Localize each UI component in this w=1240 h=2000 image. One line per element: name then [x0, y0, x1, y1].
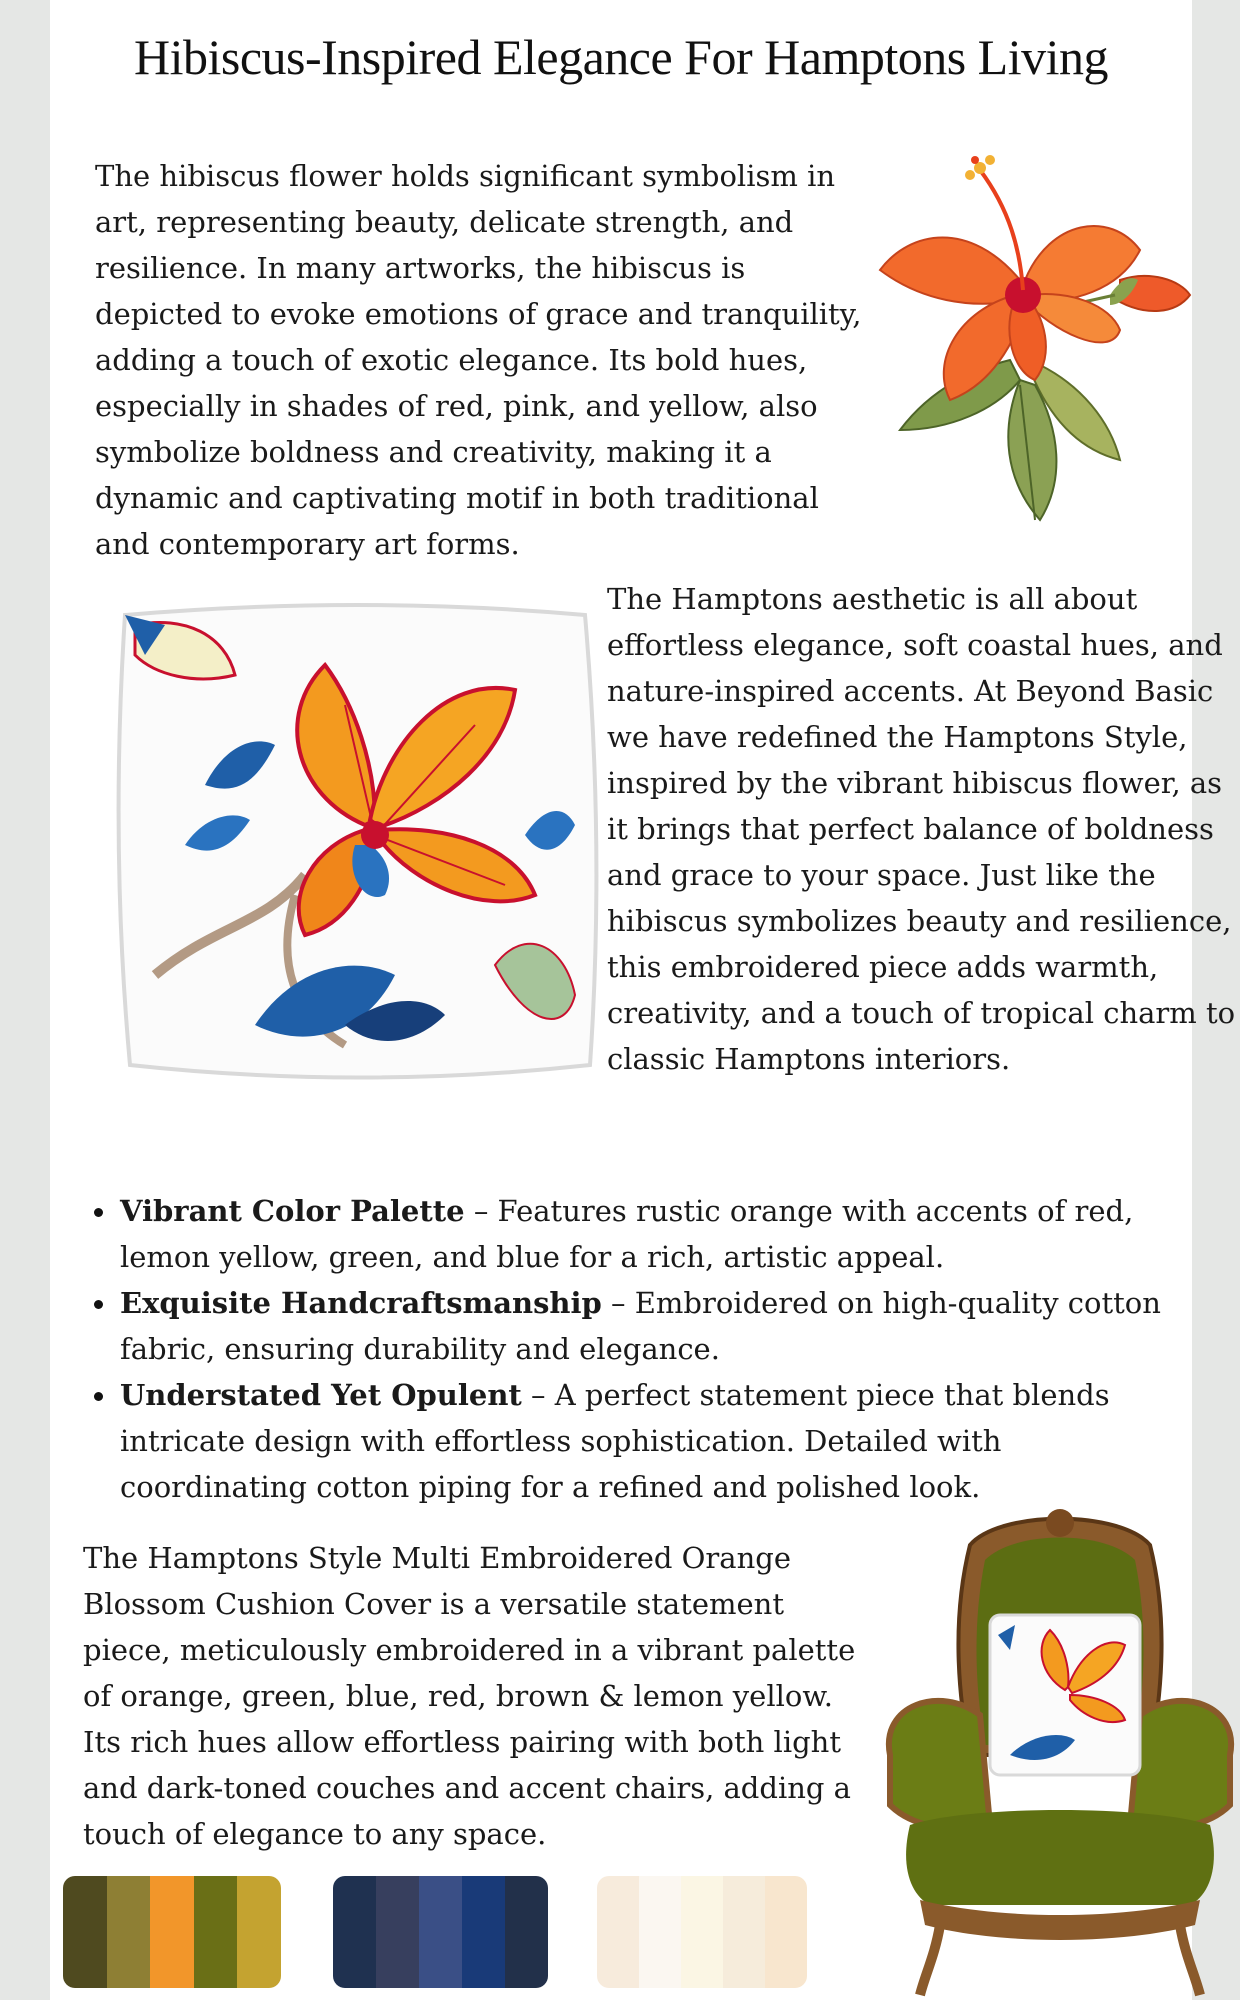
closing-paragraph: The Hamptons Style Multi Embroidered Orange Blossom Cushion Cover is a versatile statement piece, meticulously embroidered in a vibrant palette of orange, green, blue, red, brown & lemon yellow. Its rich hues allow effortless pairing with both light and dark-toned couches and accent chairs, adding a touch of elegance to any space.: [83, 1541, 856, 1851]
page-title: Hibiscus-Inspired Elegance For Hamptons Living: [133, 29, 1109, 85]
page-sheet: [50, 0, 1236, 2000]
list-item: [120, 1188, 1180, 1280]
olive-swatch-3: [150, 1876, 194, 1988]
feature-heading: Understated Yet Opulent: [120, 1378, 522, 1412]
bullet-icon: [94, 1208, 103, 1217]
navy-swatch-2: [376, 1876, 419, 1988]
cream-palette-swatches: [597, 1876, 807, 1988]
olive-palette-swatches: [63, 1876, 281, 1988]
embroidered-cushion-photo: [95, 595, 625, 1095]
olive-swatch-1: [63, 1876, 107, 1988]
cream-swatch-2: [639, 1876, 681, 1988]
green-velvet-armchair-photo: [850, 1505, 1240, 2000]
navy-palette-swatches: [333, 1876, 548, 1988]
bullet-icon: [94, 1300, 103, 1309]
olive-swatch-2: [107, 1876, 151, 1988]
feature-text: – Features rustic orange with accents of red, lemon yellow, green, and blue for a rich, artistic appeal.: [120, 1194, 1134, 1274]
feature-text: – Embroidered on high-quality cotton fabric, ensuring durability and elegance.: [120, 1286, 1161, 1366]
feature-list: [120, 1188, 1180, 1510]
list-item: [120, 1372, 1180, 1510]
navy-swatch-4: [462, 1876, 505, 1988]
cream-swatch-1: [597, 1876, 639, 1988]
feature-heading: Vibrant Color Palette: [120, 1194, 465, 1228]
cream-swatch-3: [681, 1876, 723, 1988]
list-item: [120, 1280, 1180, 1372]
olive-swatch-4: [194, 1876, 238, 1988]
navy-swatch-3: [419, 1876, 462, 1988]
navy-swatch-1: [333, 1876, 376, 1988]
hibiscus-flower-illustration: [820, 130, 1220, 530]
cream-swatch-4: [723, 1876, 765, 1988]
feature-heading: Exquisite Handcraftsmanship: [120, 1286, 602, 1320]
olive-swatch-5: [237, 1876, 281, 1988]
cream-swatch-5: [765, 1876, 807, 1988]
hamptons-paragraph: The Hamptons aesthetic is all about effortless elegance, soft coastal hues, and nature-inspired accents. At Beyond Basic we have redefined the Hamptons Style, inspired by the vibrant hibiscus flower, as it brings that perfect balance of boldness and grace to your space. Just like the hibiscus symbolizes beauty and resilience, this embroidered piece adds warmth, creativity, and a touch of tropical charm to classic Hamptons interiors.: [607, 582, 1236, 1076]
intro-paragraph: The hibiscus flower holds significant symbolism in art, representing beauty, delicate strength, and resilience. In many artworks, the hibiscus is depicted to evoke emotions of grace and tranquility, adding a touch of exotic elegance. Its bold hues, especially in shades of red, pink, and yellow, also symbolize boldness and creativity, making it a dynamic and captivating motif in both traditional and contemporary art forms.: [95, 159, 862, 561]
feature-text: – A perfect statement piece that blends intricate design with effortless sophistication. Detailed with coordinating cotton piping for a refined and polished look.: [120, 1378, 1110, 1504]
bullet-icon: [94, 1392, 103, 1401]
navy-swatch-5: [505, 1876, 548, 1988]
